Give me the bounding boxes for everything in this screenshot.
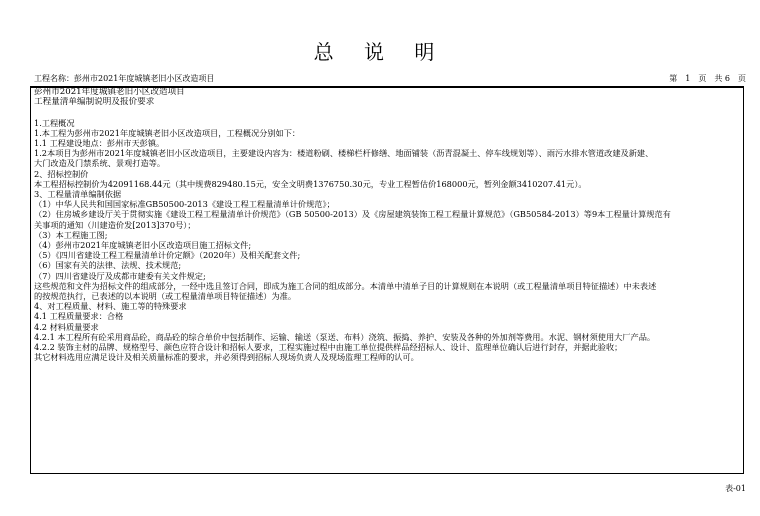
description-line: 彭州市2021年度城镇老旧小区改造项目 bbox=[34, 87, 185, 97]
description-line: 3、工程量清单编制依据 bbox=[34, 189, 122, 200]
document-meta bbox=[34, 73, 746, 85]
description-line: （5）《四川省建设工程工程量清单计价定额》（2020年）及相关配套文件; bbox=[34, 250, 301, 261]
description-line: 关事项的通知（川建造价发[2013]370号）； bbox=[34, 219, 196, 230]
description-line: 本工程招标控制价为42091168.44元（其中规费829480.15元，安全文明费1376750.30元，专业工程暂估价168000元，暂列金额3410207.41元）。 bbox=[34, 178, 587, 189]
description-line: 1.工程概况 bbox=[34, 117, 75, 128]
description-line: （6）国家有关的法律、法规、技术规范; bbox=[34, 260, 182, 271]
description-line: 2、招标控制价 bbox=[34, 168, 89, 179]
description-line: 其它材料选用应满足设计及相关质量标准的要求，并必须得到招标人现场负责人及现场监理工程师的认可。 bbox=[34, 352, 419, 363]
project-name: 工程名称：彭州市2021年度城镇老旧小区改造项目 bbox=[34, 74, 215, 83]
page-info: 第 1 页 共 6 页 bbox=[669, 74, 746, 83]
document-title: 总 说 明 bbox=[313, 40, 447, 64]
description-line: （7）四川省建设厅及成都市建委有关文件规定; bbox=[34, 270, 206, 281]
description-line: 1.1 工程建设地点：彭州市天彭镇。 bbox=[34, 138, 165, 148]
description-line: 工程量清单编制说明及报价要求 bbox=[34, 97, 155, 108]
description-line: 的按规范执行，已表述的以本说明（或工程量清单项目特征描述）为准。 bbox=[34, 291, 297, 302]
description-line: 4、对工程质量、材料、施工等的特殊要求 bbox=[34, 301, 187, 312]
description-body bbox=[34, 87, 744, 362]
description-line: 4.2.2 装饰主材的品牌、规格型号、颜色应符合设计和招标人要求，工程实施过程中由施工单位提供样品经招标人、设计、监理单位确认后进行封存，并据此验收； bbox=[34, 342, 623, 353]
description-line: 大门改造及门禁系统、景观打造等。 bbox=[34, 158, 166, 169]
description-line: 1.本工程为彭州市2021年度城镇老旧小区改造项目，工程概况分别如下： bbox=[34, 127, 301, 138]
description-line: （1）中华人民共和国国家标准GB50500-2013《建设工程工程量清单计价规范》； bbox=[34, 199, 335, 210]
description-line: 4.2 材料质量要求 bbox=[34, 321, 99, 332]
description-line: 4.2.1 本工程所有砼采用商品砼，商品砼的综合单价中包括制作、运输、输送（泵送、布料）浇筑、振捣、养护、安装及各种的外加剂等费用。水泥、钢材须使用大厂产品。 bbox=[34, 331, 656, 342]
form-code: 表-01 bbox=[725, 484, 746, 493]
description-line: （2）住房城乡建设厅关于贯彻实施《建设工程工程量清单计价规范》（GB 50500-2013）及《房屋建筑装饰工程工程量计算规范》（GB50584-2013）等9本工程量计算规范有 bbox=[34, 209, 671, 220]
description-line: （4）彭州市2021年度城镇老旧小区改造项目施工招标文件; bbox=[34, 240, 252, 251]
description-line: 1.2本项目为彭州市2021年度城镇老旧小区改造项目，主要建设内容为：楼道粉刷、楼梯栏杆修缮、地面铺装（沥青混凝土、停车线规划等）、雨污水排水管道改建及新建、 bbox=[34, 148, 654, 159]
description-line: 4.1 工程质量要求：合格 bbox=[34, 311, 124, 322]
description-line: （3）本工程施工图; bbox=[34, 229, 108, 240]
description-line: 这些规范和文件为招标文件的组成部分，一经中选且签订合同，即成为施工合同的组成部分。本清单中清单子目的计算规则在本说明（或工程量清单项目特征描述）中未表述 bbox=[34, 280, 657, 291]
description-line bbox=[34, 107, 744, 117]
